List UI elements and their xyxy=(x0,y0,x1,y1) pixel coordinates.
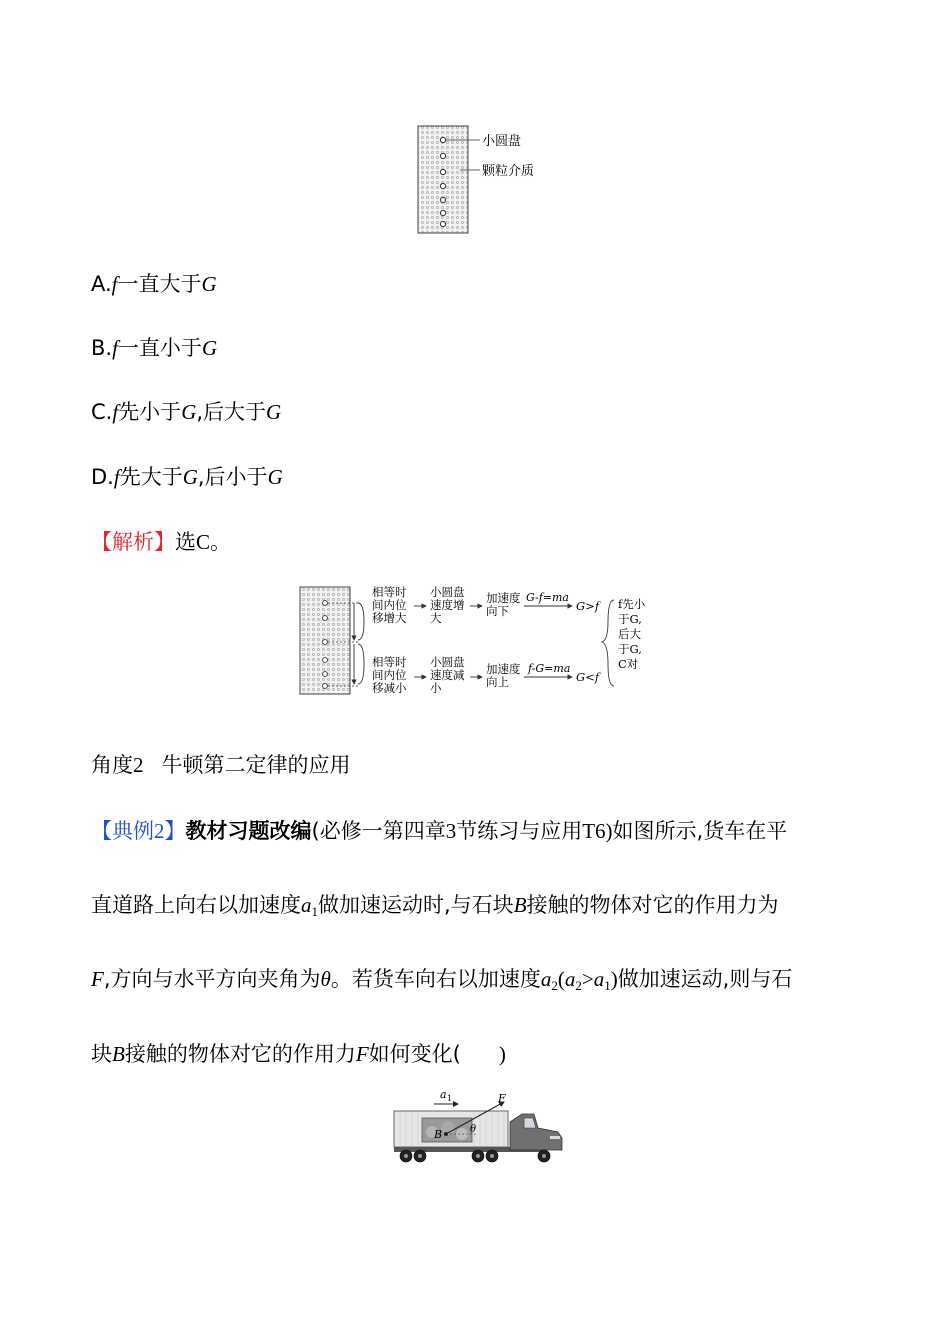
option-d-f: f xyxy=(113,465,120,489)
truck-cab xyxy=(510,1114,562,1150)
flow-conclusion-line1: f先小 xyxy=(618,597,646,611)
flow-top-col1-line1: 相等时 xyxy=(372,585,407,599)
example-cmp-a2: a xyxy=(564,967,576,991)
option-d-g1: G xyxy=(182,465,198,489)
analysis-answer-letter: C xyxy=(196,530,211,554)
flow-conclusion-line3: 后大 xyxy=(618,627,641,641)
example-cmp-a1-sub: 1 xyxy=(604,978,611,993)
example-source-num: 3 xyxy=(445,819,457,843)
option-c-f: f xyxy=(112,400,119,424)
example-gt: > xyxy=(581,967,594,991)
analysis-tag: 【解析】 xyxy=(91,530,175,554)
example-paren-close: ) xyxy=(610,967,618,991)
option-d xyxy=(91,463,283,491)
flow-bot-col3-line1: 加速度 xyxy=(486,662,521,676)
option-a xyxy=(91,270,217,298)
option-a-g: G xyxy=(201,272,217,296)
example-line1-rest: 如图所示,货车在平 xyxy=(612,819,788,843)
flow-top-equation: G-f=ma xyxy=(526,591,569,604)
example-source-part1: (必修一第四章 xyxy=(311,819,446,843)
option-c-g1: G xyxy=(181,400,197,424)
example-theta: θ xyxy=(320,967,331,991)
example-f-var: F xyxy=(91,967,104,991)
flow-bot-col1-line2: 间内位 xyxy=(372,668,407,682)
option-b-f: f xyxy=(112,336,118,360)
flow-bot-col1-line1: 相等时 xyxy=(372,655,407,669)
example-source-bold: 教材习题改编 xyxy=(185,819,312,843)
option-b-prefix: B. xyxy=(91,336,113,360)
option-c-prefix: C. xyxy=(91,400,113,424)
flow-top-col1-line2: 间内位 xyxy=(372,598,407,612)
example-line2-b: 做加速运动时,与石块 xyxy=(318,893,514,917)
section-heading xyxy=(91,751,351,779)
flow-conclusion-line5: C对 xyxy=(618,657,639,671)
example-a2-sub: 2 xyxy=(551,978,558,993)
flow-bot-result: G<f xyxy=(576,670,600,684)
example-line2-a: 直道路上向右以加速度 xyxy=(91,893,301,917)
option-d-g2: G xyxy=(267,465,283,489)
flow-top-col2-line3: 大 xyxy=(430,611,442,625)
example-line4-a: 块 xyxy=(91,1042,112,1066)
example-line4-b: 接触的物体对它的作用力 xyxy=(124,1042,356,1066)
flow-bot-col2-line3: 小 xyxy=(430,681,442,695)
example-paren-open: ( xyxy=(557,967,565,991)
flow-bot-col1-line3: 移减小 xyxy=(372,681,407,695)
option-a-text: 一直大于 xyxy=(117,272,202,296)
section-title: 角度 xyxy=(91,753,133,777)
example-line3-b: 。若货车向右以加速度 xyxy=(330,967,541,991)
analysis-line xyxy=(91,528,231,556)
option-a-f: f xyxy=(111,272,118,296)
example-line-2 xyxy=(91,891,779,926)
example-line-3 xyxy=(91,965,792,1000)
label-small-disk: 小圆盘 xyxy=(482,134,522,149)
example-line4-c: 如何变化( xyxy=(368,1042,461,1066)
example-line-1 xyxy=(91,817,787,845)
example-a1-sub: 1 xyxy=(311,904,318,919)
flow-conclusion-line2: 于G, xyxy=(618,612,642,626)
analysis-period: 。 xyxy=(210,530,232,554)
example-line4-f: F xyxy=(355,1042,369,1066)
option-c-g2: G xyxy=(266,400,282,424)
option-d-text2: ,后小于 xyxy=(197,465,268,489)
example-line2-c: 接触的物体对它的作用力为 xyxy=(526,893,779,917)
example-line4-end: ) xyxy=(498,1042,506,1066)
flow-bot-col3-line2: 向上 xyxy=(486,675,509,689)
section-name: 牛顿第二定律的应用 xyxy=(161,753,351,777)
section-number: 2 xyxy=(133,753,144,777)
analysis-answer-text: 选 xyxy=(175,530,196,554)
truck-f-label: F xyxy=(498,1092,506,1105)
granular-column-figure xyxy=(410,120,560,238)
option-b-text: 一直小于 xyxy=(117,336,202,360)
example-b-var: B xyxy=(513,893,527,917)
example-line3-c: 做加速运动,则与石 xyxy=(617,967,793,991)
option-c-text1: 先小于 xyxy=(118,400,182,424)
flow-top-col1-line3: 移增大 xyxy=(372,611,407,625)
option-c-text2: ,后大于 xyxy=(196,400,267,424)
example-tag-open: 【典例 xyxy=(91,819,154,843)
example-line-4 xyxy=(91,1040,506,1068)
example-a1-var: a xyxy=(301,893,312,917)
example-cmp-a2-sub: 2 xyxy=(575,978,582,993)
flow-top-col3-line1: 加速度 xyxy=(486,591,521,605)
truck-figure xyxy=(386,1088,570,1170)
flow-top-col3-line2: 向下 xyxy=(486,604,509,618)
example-tag-num: 2 xyxy=(154,819,165,843)
flow-top-col2-line2: 速度增 xyxy=(430,598,465,612)
example-tag-close: 】 xyxy=(164,819,186,843)
example-line3-a: ,方向与水平方向夹角为 xyxy=(103,967,321,991)
flow-bot-equation: f-G=ma xyxy=(528,662,571,675)
flow-top-result: G>f xyxy=(576,599,600,613)
example-a2-var: a xyxy=(540,967,552,991)
option-b xyxy=(91,334,217,362)
truck-a1-label: a xyxy=(440,1088,447,1101)
option-d-prefix: D. xyxy=(91,465,114,489)
option-c xyxy=(91,398,281,426)
example-source-part2: 节练习与应用 xyxy=(456,819,583,843)
option-b-g: G xyxy=(201,336,218,360)
example-cmp-a1: a xyxy=(593,967,605,991)
example-line4-b-var: B xyxy=(112,1042,125,1066)
flow-bot-col2-line2: 速度减 xyxy=(430,668,465,682)
truck-theta-label: θ xyxy=(470,1124,477,1135)
option-a-prefix: A. xyxy=(91,272,112,296)
label-granular-medium: 颗粒介质 xyxy=(482,164,535,179)
flow-conclusion-line4: 于G, xyxy=(618,642,642,656)
truck-b-label: B xyxy=(434,1128,443,1141)
option-d-text1: 先大于 xyxy=(119,465,183,489)
truck-a1-sub: 1 xyxy=(447,1094,453,1103)
example-source-t: T6) xyxy=(582,819,613,843)
flow-bot-col2-line1: 小圆盘 xyxy=(430,655,465,669)
flow-top-col2-line1: 小圆盘 xyxy=(430,585,465,599)
analysis-flow-figure xyxy=(296,582,666,706)
